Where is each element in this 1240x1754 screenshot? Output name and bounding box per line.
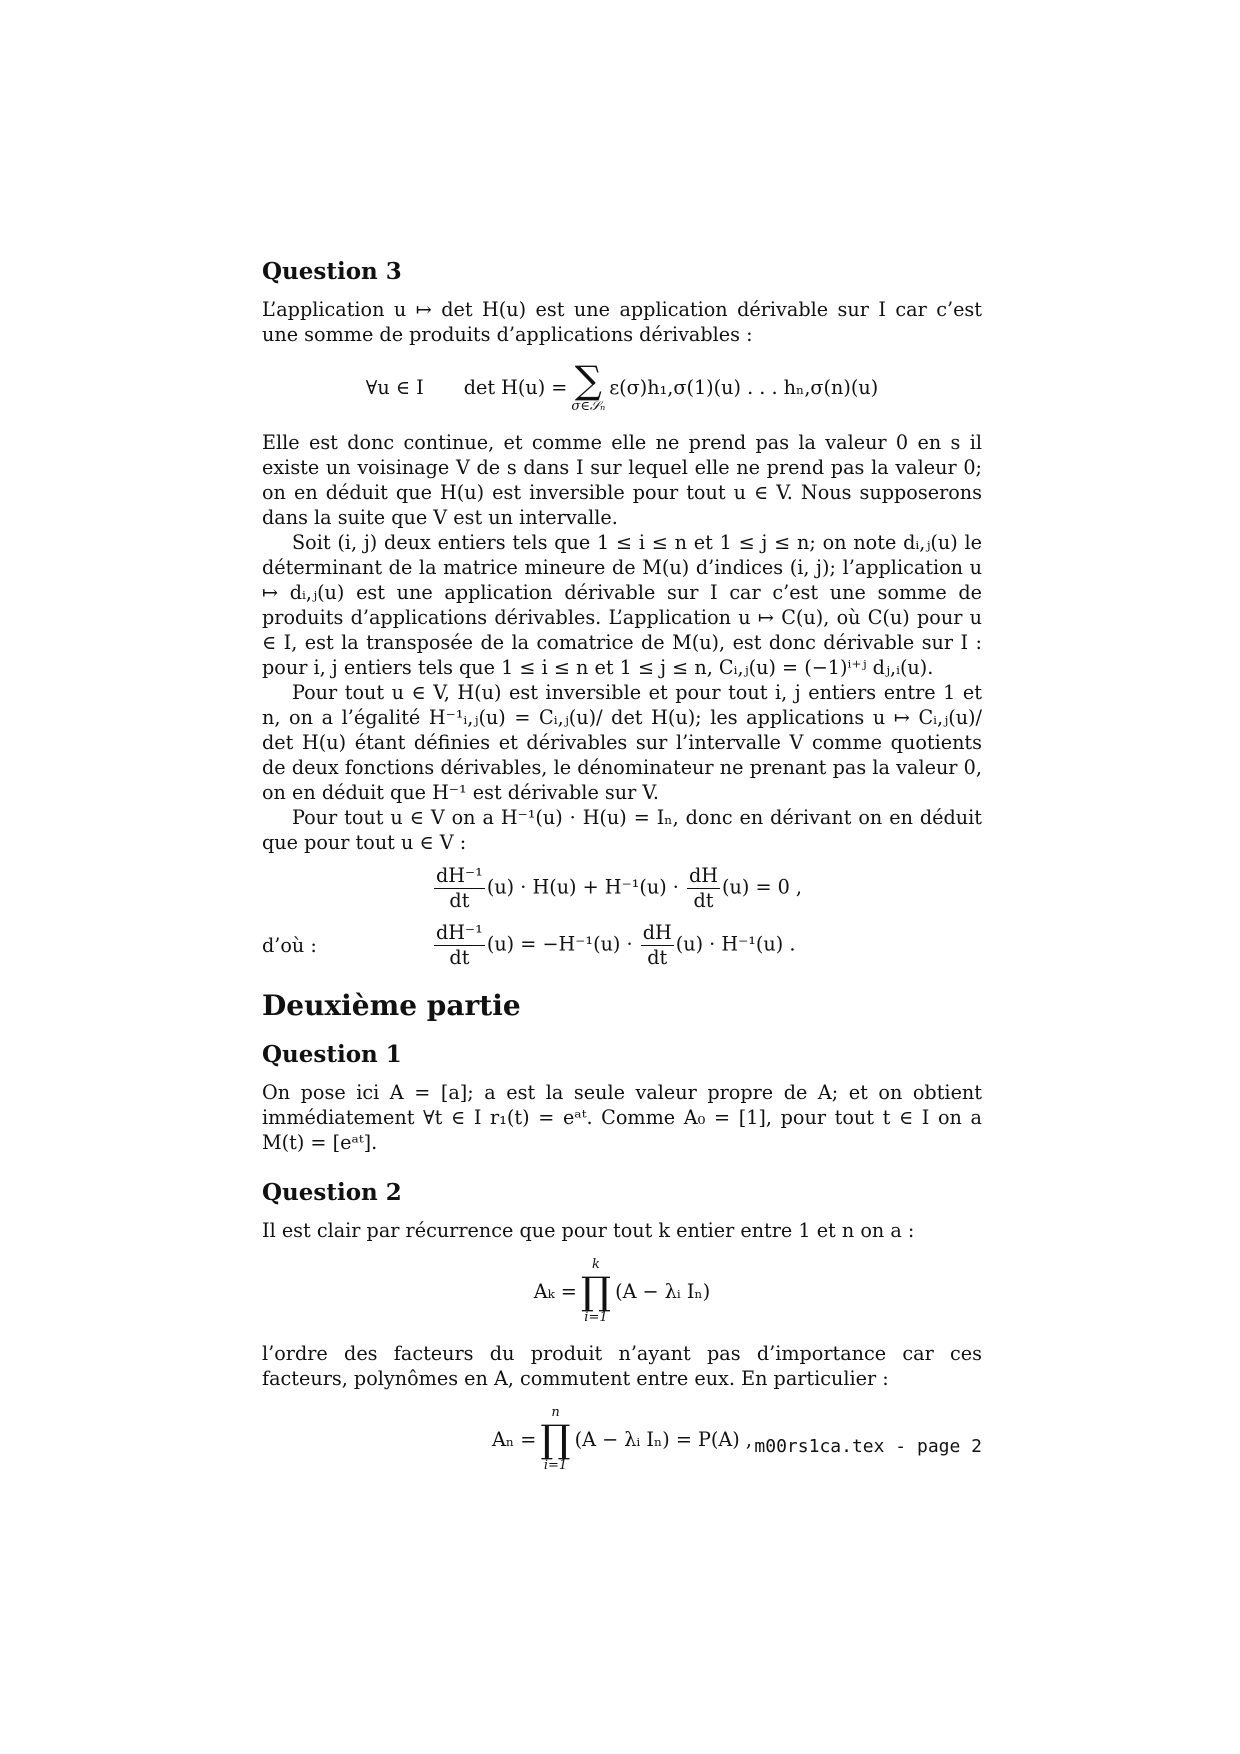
equation-derivative-identity: $\frac{\text{dH⁻¹}}{dt}$ (u) · H(u) + H⁻¹(u) · $\frac{dH}{dt}$ (u) = 0 ,	[436, 864, 803, 912]
equation-product-k: Aₖ = k ∏ i=1 (A − λᵢ Iₙ)	[533, 1257, 711, 1325]
question1-heading: Question 1	[262, 1041, 402, 1068]
page-footer: m00rs1ca.tex - page 2	[754, 1436, 982, 1457]
fraction: $\frac{\text{dH⁻¹}}{dt}$	[436, 864, 483, 912]
question3-heading: Question 3	[262, 258, 402, 285]
sum-symbol: ∑	[574, 358, 602, 402]
fraction: $\frac{dH}{dt}$	[689, 864, 719, 912]
fraction: $\frac{\text{dH⁻¹}}{dt}$	[436, 921, 483, 969]
question3-paragraph-5: Pour tout u ∈ V on a H⁻¹(u) · H(u) = Iₙ, donc en dérivant on en déduit que pour tout u ∈ V :	[262, 806, 982, 854]
equation-det-sum	[262, 358, 982, 414]
part-heading: Deuxième partie	[262, 989, 521, 1022]
equation-lead: ∀u ∈ I	[365, 376, 424, 399]
equation-rhs: ε(σ)h₁,σ(1)(u) . . . hₙ,σ(n)(u)	[609, 376, 879, 399]
sum-index: σ∈𝒮ₙ	[571, 399, 606, 414]
product-operator: k ∏ i=1	[580, 1257, 612, 1325]
fraction: $\frac{dH}{dt}$	[642, 921, 672, 969]
equation-product-n: Aₙ = n ∏ i=1 (A − λᵢ Iₙ) = P(A) ,	[492, 1405, 752, 1473]
equation-lhs: det H(u) =	[463, 376, 568, 399]
sum-operator	[571, 358, 606, 414]
product-operator: n ∏ i=1	[540, 1405, 571, 1473]
question2-paragraph-2: l’ordre des facteurs du produit n’ayant pas d’importance car ces facteurs, polynômes en A, commutent entre eux. En particulier :	[262, 1342, 982, 1390]
question1-paragraph: On pose ici A = [a]; a est la seule valeur propre de A; et on obtient immédiatement ∀t ∈ I r₁(t) = eᵃᵗ. Comme A₀ = [1], pour tout t ∈ I on a M(t) = [eᵃᵗ].	[262, 1081, 982, 1154]
question3-paragraph-4: Pour tout u ∈ V, H(u) est inversible et pour tout i, j entiers entre 1 et n, on a l’égalité H⁻¹ᵢ,ⱼ(u) = Cᵢ,ⱼ(u)/ det H(u); les applications u ↦ Cᵢ,ⱼ(u)/ det H(u) étant définies et dérivables sur l’intervalle V comme quotients de deux fonctions dérivables, le dénominateur ne prenant pas la valeur 0, on en déduit que H⁻¹ est dérivable sur V.	[262, 681, 982, 804]
question2-paragraph-1: Il est clair par récurrence que pour tout k entier entre 1 et n on a :	[262, 1219, 915, 1242]
content	[262, 258, 982, 1489]
dou-label: d’où :	[262, 934, 317, 957]
question3-paragraph-1: L’application u ↦ det H(u) est une application dérivable sur I car c’est une somme de produits d’applications dérivables :	[262, 298, 982, 346]
equation-inverse-derivative: d’où : $\frac{\text{dH⁻¹}}{dt}$ (u) = −H⁻¹(u) · $\frac{dH}{dt}$ (u) · H⁻¹(u) .	[262, 921, 796, 969]
question3-paragraph-3: Soit (i, j) deux entiers tels que 1 ≤ i ≤ n et 1 ≤ j ≤ n; on note dᵢ,ⱼ(u) le déterminant de la matrice mineure de M(u) d’indices (i, j); l’application u ↦ dᵢ,ⱼ(u) est une application dérivable sur I car c’est une somme de produits d’applications dérivables. L’application u ↦ C(u), où C(u) pour u ∈ I, est la transposée de la comatrice de M(u), est donc dérivable sur I : pour i, j entiers tels que 1 ≤ i ≤ n et 1 ≤ j ≤ n, Cᵢ,ⱼ(u) = (−1)ⁱ⁺ʲ dⱼ,ᵢ(u).	[262, 531, 982, 679]
question2-heading: Question 2	[262, 1179, 402, 1206]
question3-paragraph-2: Elle est donc continue, et comme elle ne prend pas la valeur 0 en s il existe un voisinage V de s dans I sur lequel elle ne prend pas la valeur 0; on en déduit que H(u) est inversible pour tout u ∈ V. Nous supposerons dans la suite que V est un intervalle.	[262, 431, 982, 529]
